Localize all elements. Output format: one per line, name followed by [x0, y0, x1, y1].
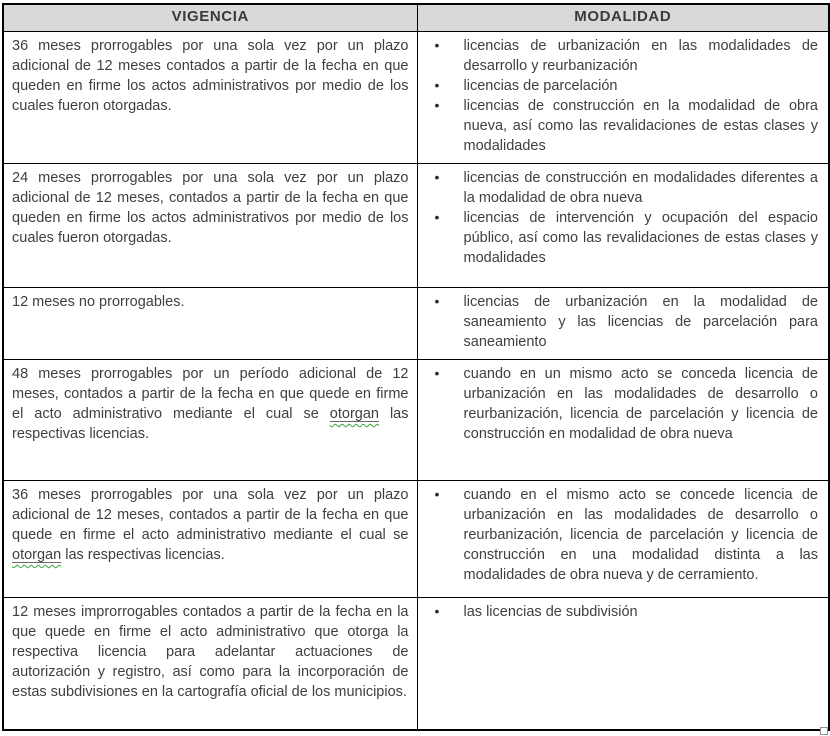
vigencia-text: las respectivas licencias. — [12, 406, 409, 442]
bullet-icon: • — [434, 486, 440, 502]
vigencia-text: 12 meses improrrogables contados a partir de la fecha en la que quede en firme el acto administrativo que otorga la respectiva licencia para adelantar actuaciones de autorización y registro, así como para la incorporación de estas subdivisiones en la cartografía oficial de los municipios. — [12, 604, 409, 700]
vigencia-cell-1 — [3, 32, 417, 164]
modalidad-list — [418, 485, 819, 585]
vigencia-text: 48 meses prorrogables por un período adicional de 12 meses, contados a partir de la fecha en que quede en firme el acto administrativo mediante el cual se — [12, 366, 409, 422]
modalidad-cell-3 — [417, 288, 829, 360]
modalidad-list — [418, 364, 819, 444]
modalidad-list — [418, 602, 819, 622]
modalidad-cell-4 — [417, 360, 829, 481]
bullet-icon: • — [434, 365, 440, 381]
bullet-text: licencias de urbanización en las modalidades de desarrollo y reurbanización — [463, 38, 818, 74]
bullet-icon: • — [434, 97, 440, 113]
table-row — [3, 481, 829, 598]
vigencia-text: 12 meses no prorrogables. — [12, 294, 185, 310]
bullet-text: cuando en un mismo acto se conceda licencia de urbanización en las modalidades de desarrollo o reurbanización, licencia de parcelación y licencia de construcción en modalidad de obra nueva — [463, 366, 818, 442]
table-row — [3, 598, 829, 730]
vigencia-text: 24 meses prorrogables por una sola vez por un plazo adicional de 12 meses, contados a partir de la fecha en que queden en firme los actos administrativos por medio de los cuales fueron otorgadas. — [12, 170, 409, 246]
header-vigencia: VIGENCIA — [3, 4, 417, 32]
table-row — [3, 288, 829, 360]
header-modalidad: MODALIDAD — [417, 4, 829, 32]
table-header-row — [3, 4, 829, 32]
bullet-text: licencias de intervención y ocupación del espacio público, así como las revalidaciones de estas clases y modalidades — [463, 210, 818, 266]
modalidad-cell-5 — [417, 481, 829, 598]
modalidad-cell-6 — [417, 598, 829, 730]
bullet-item — [418, 96, 819, 156]
bullet-item — [418, 208, 819, 268]
vigencia-cell-3 — [3, 288, 417, 360]
bullet-icon: • — [434, 169, 440, 185]
bullet-item — [418, 76, 819, 96]
misspelled-word: otorgan — [12, 547, 62, 563]
bullet-item — [418, 292, 819, 352]
vigencia-cell-4 — [3, 360, 417, 481]
vigencia-text: 36 meses prorrogables por una sola vez por un plazo adicional de 12 meses contados a partir de la fecha en que queden en firme los actos administrativos por medio de los cuales fueron otorgadas. — [12, 38, 409, 114]
vigencia-cell-2 — [3, 164, 417, 288]
bullet-item — [418, 602, 819, 622]
vigencia-text: 36 meses prorrogables por una sola vez por un plazo adicional de 12 meses, contados a partir de la fecha en que quede en firme el acto administrativo mediante el cual se — [12, 487, 409, 543]
table-row — [3, 32, 829, 164]
bullet-icon: • — [434, 37, 440, 53]
modalidad-list — [418, 36, 819, 156]
bullet-item — [418, 364, 819, 444]
bullet-icon: • — [434, 77, 440, 93]
bullet-text: licencias de urbanización en la modalidad de saneamiento y las licencias de parcelación para saneamiento — [463, 294, 818, 350]
bullet-icon: • — [434, 293, 440, 309]
vigencia-text: las respectivas licencias. — [61, 547, 225, 563]
modalidad-list — [418, 168, 819, 268]
bullet-text: las licencias de subdivisión — [463, 604, 638, 620]
modalidad-list — [418, 292, 819, 352]
bullet-item — [418, 168, 819, 208]
table-resize-handle[interactable] — [820, 727, 828, 735]
bullet-text: licencias de construcción en la modalidad de obra nueva, así como las revalidaciones de estas clases y modalidades — [463, 98, 818, 154]
bullet-text: cuando en el mismo acto se concede licencia de urbanización en las modalidades de desarrollo o reurbanización, licencia de parcelación y licencia de construcción en una modalidad distinta a las modalidades de obra nueva y de cerramiento. — [463, 487, 818, 583]
bullet-icon: • — [434, 603, 440, 619]
vigencia-modalidad-table — [2, 3, 830, 731]
table-row — [3, 164, 829, 288]
modalidad-cell-1 — [417, 32, 829, 164]
modalidad-cell-2 — [417, 164, 829, 288]
bullet-item — [418, 36, 819, 76]
bullet-item — [418, 485, 819, 585]
table-row — [3, 360, 829, 481]
misspelled-word: otorgan — [329, 406, 379, 422]
bullet-text: licencias de parcelación — [463, 78, 618, 94]
vigencia-cell-6 — [3, 598, 417, 730]
bullet-icon: • — [434, 209, 440, 225]
vigencia-cell-5 — [3, 481, 417, 598]
bullet-text: licencias de construcción en modalidades diferentes a la modalidad de obra nueva — [463, 170, 818, 206]
